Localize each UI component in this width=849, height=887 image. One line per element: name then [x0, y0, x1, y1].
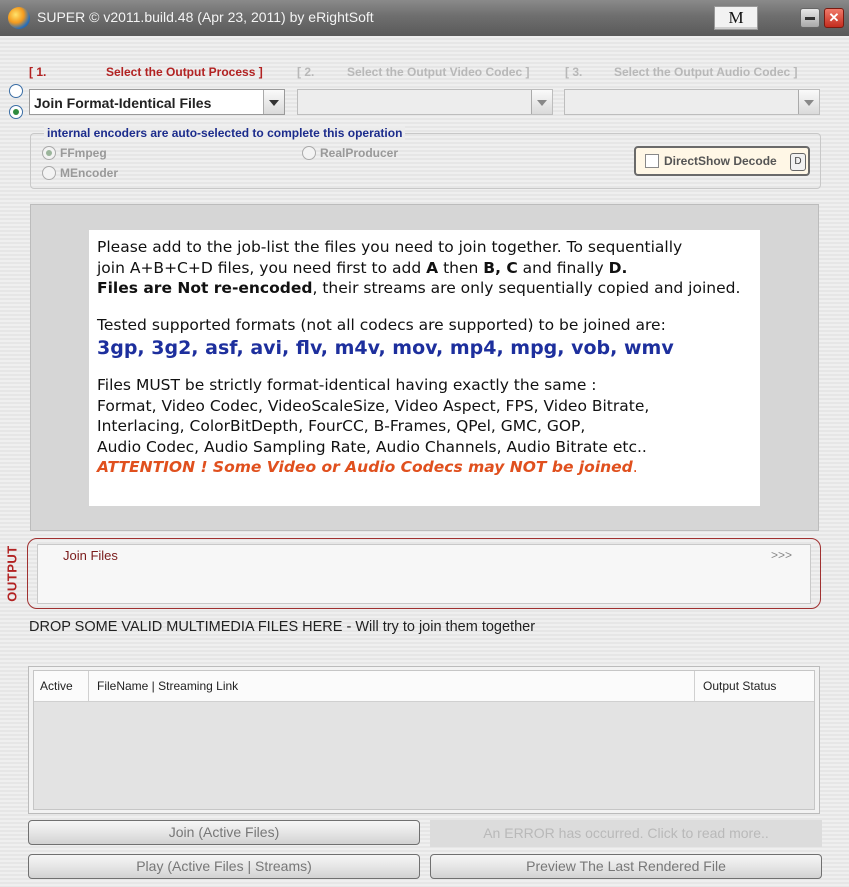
realproducer-label: RealProducer	[320, 146, 399, 160]
info-line: Please add to the job-list the files you need to join together. To sequentially	[97, 238, 683, 256]
encoder-group-legend: internal encoders are auto-selected to complete this operation	[44, 126, 405, 140]
output-side-label: OUTPUT	[4, 545, 20, 602]
step2-number: [ 2.	[297, 65, 315, 79]
mode-radio-bottom[interactable]	[9, 105, 23, 119]
column-header-filename[interactable]: FileName | Streaming Link	[97, 679, 239, 693]
app-logo-icon	[8, 7, 30, 29]
directshow-label: DirectShow Decode	[664, 154, 777, 168]
column-divider[interactable]	[694, 671, 695, 701]
output-more-button[interactable]: >>>	[771, 548, 793, 562]
step3-label: Select the Output Audio Codec ]	[614, 65, 798, 79]
column-divider[interactable]	[88, 671, 89, 701]
output-field[interactable]	[37, 544, 811, 604]
mode-radio-top[interactable]	[9, 84, 23, 98]
play-button[interactable]: Play (Active Files | Streams)	[28, 854, 420, 879]
realproducer-radio[interactable]	[302, 146, 316, 160]
step2-label: Select the Output Video Codec ]	[347, 65, 530, 79]
mencoder-label: MEncoder	[60, 166, 119, 180]
directshow-decode-toggle[interactable]	[634, 146, 810, 176]
info-line: Audio Codec, Audio Sampling Rate, Audio Channels, Audio Bitrate etc..	[97, 437, 647, 456]
audio-codec-select[interactable]	[564, 89, 820, 115]
info-line: Tested supported formats (not all codecs are supported) to be joined are:	[97, 315, 666, 334]
drop-hint: DROP SOME VALID MULTIMEDIA FILES HERE - Will try to join them together	[29, 619, 536, 635]
step1-number: [ 1.	[29, 65, 47, 79]
info-line: Interlacing, ColorBitDepth, FourCC, B-Frames, QPel, GMC, GOP,	[97, 417, 586, 435]
preview-button[interactable]: Preview The Last Rendered File	[430, 854, 822, 879]
info-text-box	[89, 230, 760, 506]
ffmpeg-label: FFmpeg	[60, 146, 107, 160]
output-process-value: Join Format-Identical Files	[34, 95, 212, 111]
minimize-button[interactable]	[800, 8, 820, 28]
attention-line: ATTENTION ! Some Video or Audio Codecs may NOT be joined.	[97, 458, 638, 476]
info-line: Files MUST be strictly format-identical having exactly the same :	[97, 376, 597, 394]
info-line: Format, Video Codec, VideoScaleSize, Video Aspect, FPS, Video Bitrate,	[97, 396, 650, 415]
chevron-down-icon[interactable]	[531, 90, 552, 114]
column-header-active[interactable]: Active	[40, 679, 73, 693]
supported-formats: 3gp, 3g2, asf, avi, flv, m4v, mov, mp4, mpg, vob, wmv	[97, 337, 674, 359]
step1-label: Select the Output Process ]	[106, 65, 263, 79]
join-button[interactable]: Join (Active Files)	[28, 820, 420, 845]
video-codec-select[interactable]	[297, 89, 553, 115]
window-title: SUPER © v2011.build.48 (Apr 23, 2011) by eRightSoft	[37, 9, 374, 25]
info-line: Files are Not re-encoded, their streams are only sequentially copied and joined.	[97, 279, 741, 297]
column-header-status[interactable]: Output Status	[703, 679, 777, 693]
m-button[interactable]: M	[714, 6, 758, 30]
output-process-select[interactable]	[29, 89, 285, 115]
chevron-down-icon[interactable]	[798, 90, 819, 114]
directshow-info-icon[interactable]: D	[790, 153, 806, 171]
ffmpeg-radio[interactable]	[42, 146, 56, 160]
output-value: Join Files	[63, 548, 118, 563]
close-button[interactable]: ✕	[824, 8, 844, 28]
info-line: join A+B+C+D files, you need first to add A then B, C and finally D.	[97, 258, 628, 277]
error-message-button[interactable]: An ERROR has occurred. Click to read more..	[430, 820, 822, 847]
step3-number: [ 3.	[565, 65, 583, 79]
mencoder-radio[interactable]	[42, 166, 56, 180]
chevron-down-icon[interactable]	[263, 90, 284, 114]
directshow-checkbox[interactable]	[645, 154, 659, 168]
file-table-header	[34, 671, 814, 702]
